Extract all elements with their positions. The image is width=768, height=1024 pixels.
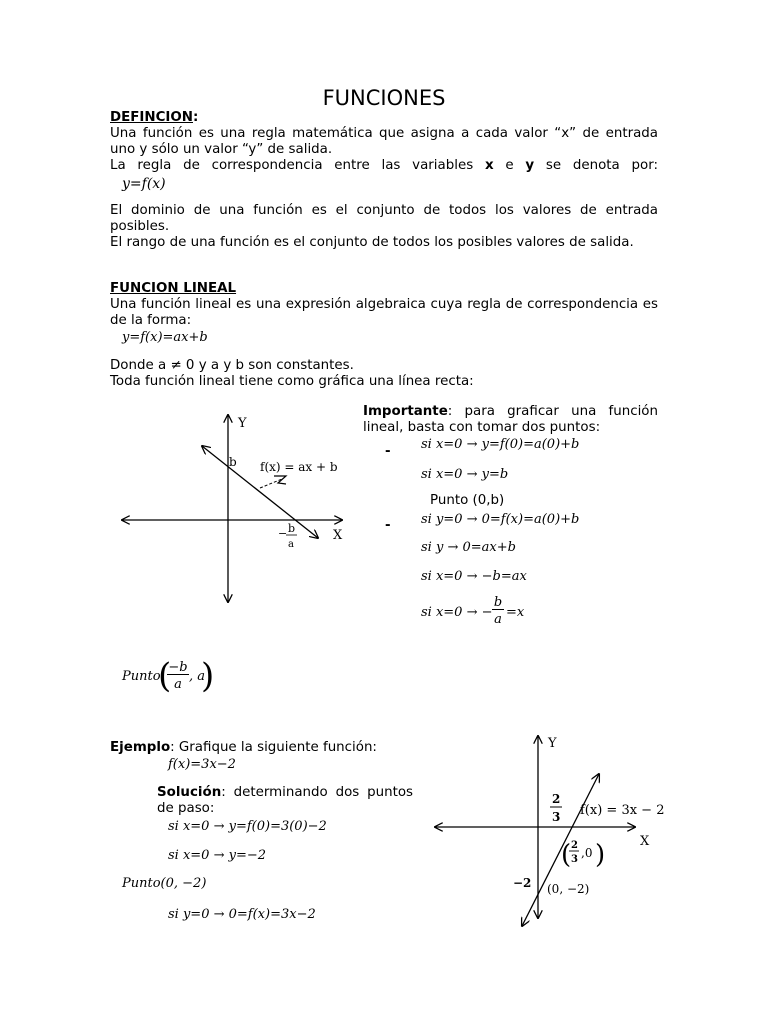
page-title: FUNCIONES — [322, 86, 446, 110]
importante-eq-4: si y → 0=ax+b — [421, 540, 516, 555]
definicion-p2-x: x — [484, 158, 494, 173]
importante-eq-6-left: si x=0 → − — [421, 605, 493, 620]
rango-paragraph: El rango de una función es el conjunto de todos los posibles valores de salida. — [110, 235, 634, 250]
dominio-paragraph: El dominio de una función es el conjunto de todos los valores de entrada posibles. — [110, 203, 658, 234]
importante-text: : para graficar una función lineal, basta con tomar dos puntos: — [363, 404, 658, 435]
y-intercept-point-label: (0, −2) — [547, 882, 590, 896]
punto-general-tail: , a — [189, 669, 206, 684]
lineal-paragraph-2: Donde a ≠ 0 y a y b son constantes. — [110, 358, 354, 373]
lineal-paragraph-3: Toda función lineal tiene como gráfica una línea recta: — [110, 374, 474, 389]
importante-paragraph — [363, 404, 658, 436]
importante-eq-3: si y=0 → 0=f(x)=a(0)+b — [421, 512, 580, 527]
definicion-heading-text: DEFINCION — [110, 110, 193, 125]
definicion-p2-y: y — [525, 158, 535, 173]
ejemplo-text: : Grafique la siguiente función: — [170, 740, 377, 755]
definicion-p2-text-b: se denota por: — [534, 158, 658, 173]
importante-eq-1: si x=0 → y=f(0)=a(0)+b — [421, 437, 580, 452]
ejemplo-eq-3: si y=0 → 0=f(x)=3x−2 — [168, 907, 316, 922]
lineal-equation: y=f(x)=ax+b — [122, 330, 208, 345]
x-intercept-numerator: 2 — [571, 840, 578, 851]
importante-eq-6-right: =x — [506, 605, 525, 620]
general-linear-graph — [110, 405, 360, 610]
punto-general-close-paren: ) — [201, 656, 215, 696]
importante-eq-2: si x=0 → y=b — [421, 467, 509, 482]
function-label: f(x) = 3x − 2 — [580, 803, 665, 818]
definicion-p2-e: e — [493, 158, 526, 173]
definicion-paragraph-2 — [110, 158, 658, 174]
bullet-2: - — [385, 518, 391, 533]
x-intercept-open-paren: ( — [561, 840, 572, 870]
ejemplo-paragraph — [110, 740, 377, 756]
importante-label: Importante — [363, 404, 448, 419]
definicion-heading-colon: : — [193, 110, 199, 125]
punto-general-label: Punto — [122, 669, 161, 684]
y-axis-label: Y — [238, 416, 247, 431]
x-intercept-comma: ,0 — [581, 846, 593, 860]
x-intercept-denominator: a — [288, 539, 294, 550]
x-intercept-close-paren: ) — [595, 840, 606, 870]
ejemplo-eq-2: si x=0 → y=−2 — [168, 848, 267, 863]
importante-point-1: Punto (0,b) — [430, 493, 505, 508]
punto-general-denominator: a — [174, 677, 182, 692]
importante-eq-6-denominator: a — [494, 612, 502, 627]
definicion-paragraph-1: Una función es una regla matemática que asigna a cada valor “x” de entrada uno y sólo un valor “y” de salida. — [110, 126, 658, 157]
bullet-1: - — [385, 444, 391, 459]
function-label: f(x) = ax + b — [260, 460, 338, 474]
ejemplo-label: Ejemplo — [110, 740, 171, 755]
solucion-paragraph — [157, 785, 413, 817]
importante-eq-6-numerator: b — [493, 595, 503, 610]
lineal-heading: FUNCION LINEAL — [110, 281, 237, 296]
example-linear-graph — [430, 730, 670, 930]
x-intercept-numerator: b — [288, 522, 296, 535]
ejemplo-function: f(x)=3x−2 — [168, 757, 236, 772]
x-axis-label: X — [333, 528, 343, 543]
lineal-paragraph-1: Una función lineal es una expresión algebraica cuya regla de correspondencia es de la forma: — [110, 297, 658, 328]
solucion-label: Solución — [157, 785, 222, 800]
x-intercept-sign: − — [278, 527, 288, 540]
x-intercept-denominator: 3 — [571, 854, 578, 865]
x-axis-label: X — [640, 834, 650, 849]
ejemplo-eq-1: si x=0 → y=f(0)=3(0)−2 — [168, 819, 327, 834]
importante-eq-5: si x=0 → −b=ax — [421, 569, 527, 584]
definicion-p2-text-a: La regla de correspondencia entre las variables — [110, 158, 485, 173]
definicion-equation: y=f(x) — [122, 176, 166, 192]
y-tick-numerator: 2 — [552, 792, 561, 806]
ejemplo-point: Punto(0, −2) — [122, 876, 207, 891]
y-axis-label: Y — [548, 736, 557, 751]
y-intercept-tick-label: −2 — [513, 876, 532, 890]
y-intercept-label: b — [229, 455, 237, 469]
solucion-text: : determinando dos puntos de paso: — [157, 785, 413, 816]
punto-general-open-paren: ( — [158, 656, 172, 696]
definicion-heading — [110, 110, 658, 126]
y-tick-denominator: 3 — [552, 810, 561, 824]
punto-general-numerator: −b — [168, 660, 188, 675]
